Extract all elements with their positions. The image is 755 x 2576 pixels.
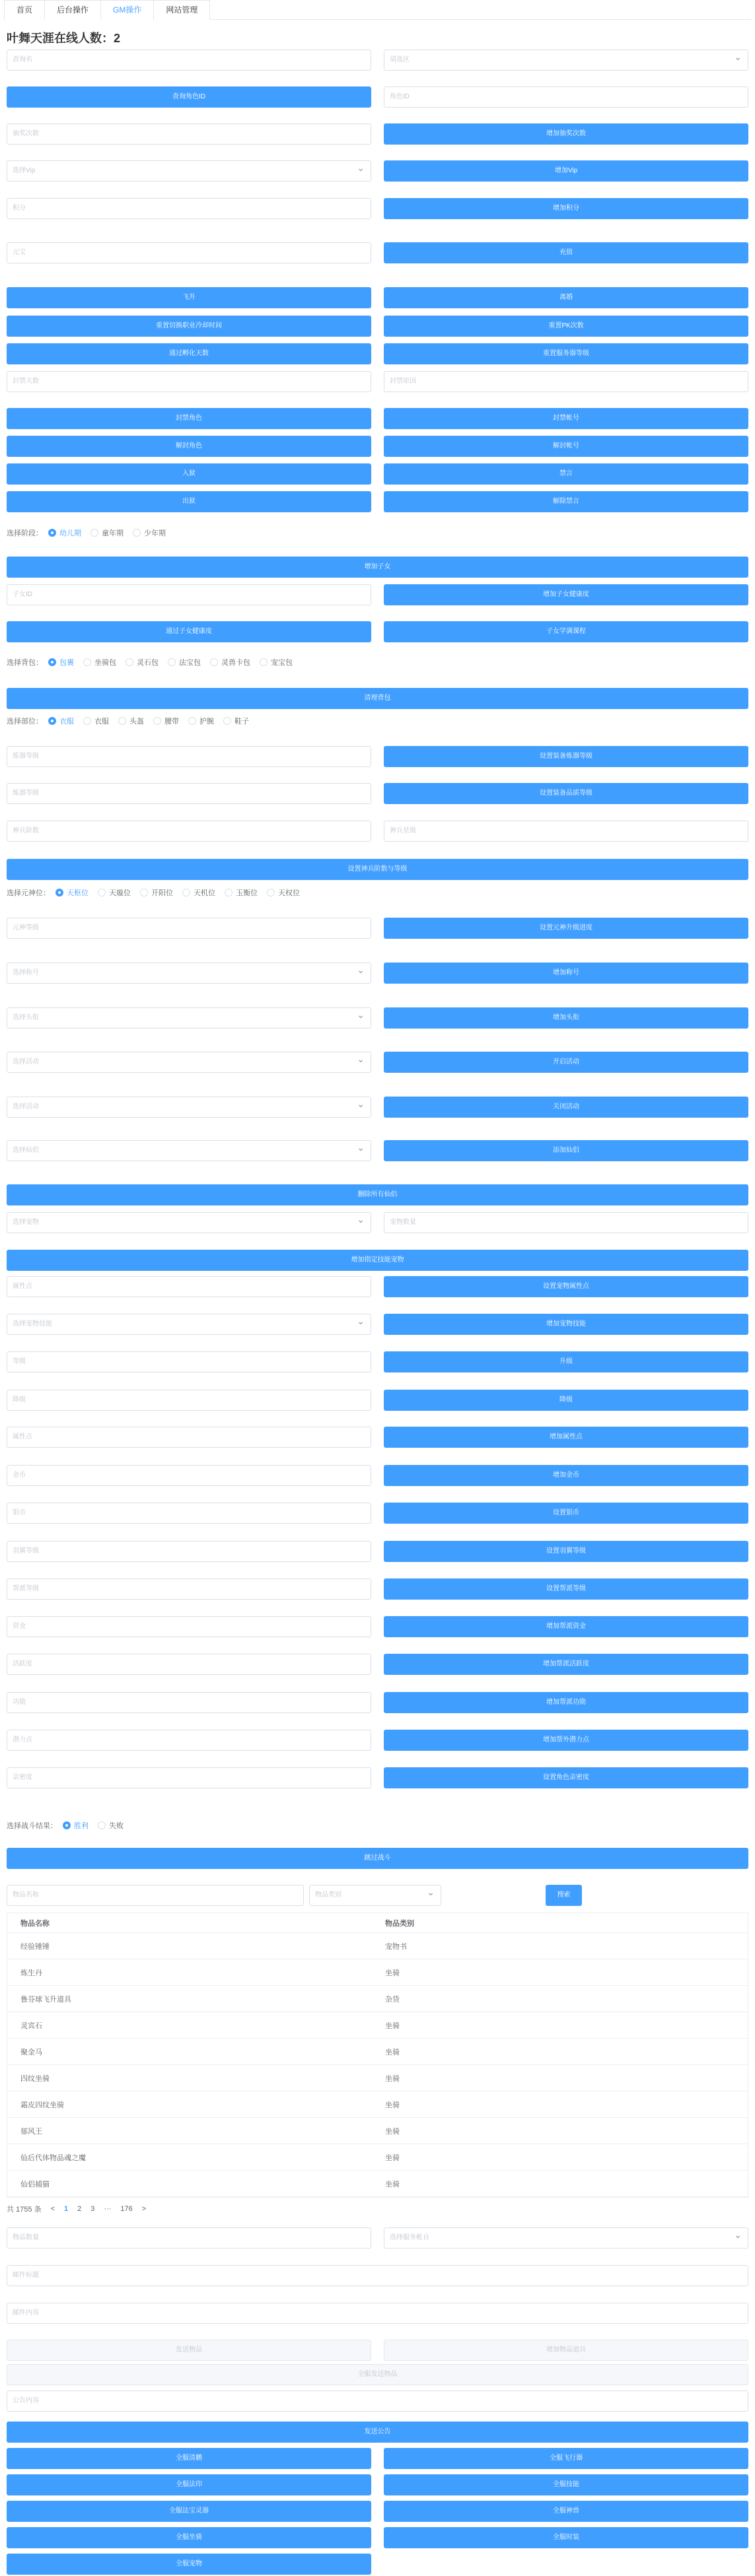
action-button[interactable]: 通过孵化天数: [7, 343, 371, 364]
cell-item-name: 经验锤锤: [20, 1942, 50, 1951]
input-field[interactable]: 降级: [7, 1390, 371, 1411]
table-row[interactable]: [7, 1959, 748, 1986]
page-3[interactable]: 3: [90, 2205, 95, 2213]
radio-option-label: 开阳位: [151, 889, 173, 897]
radio-circle-icon: [126, 658, 133, 666]
radio-option[interactable]: [48, 657, 74, 667]
select-field[interactable]: 请选区 ⌄: [384, 50, 748, 71]
radio-option-label: 少年期: [144, 529, 166, 537]
radio-circle-icon: [48, 529, 56, 537]
action-button[interactable]: 全服法宝灵器: [7, 2501, 371, 2522]
radio-option-label: 腰带: [164, 718, 179, 726]
radio-option-label: 宠宝包: [271, 659, 293, 667]
pagination: [7, 2202, 155, 2216]
table-row[interactable]: [7, 1933, 748, 1959]
action-button[interactable]: 全服坐骑: [7, 2527, 371, 2548]
action-button[interactable]: 充值: [384, 242, 748, 263]
total-count: 共 1755 条: [7, 2206, 42, 2214]
cell-item-type: 坐骑: [385, 2048, 400, 2056]
action-button[interactable]: 查询角色ID: [7, 86, 371, 108]
radio-circle-icon: [63, 1821, 71, 1829]
radio-option[interactable]: [63, 1820, 89, 1831]
action-button[interactable]: 重置PK次数: [384, 316, 748, 337]
radio-option-label: 坐骑包: [94, 659, 116, 667]
action-button[interactable]: 增加金币: [384, 1465, 748, 1486]
page-1[interactable]: 1: [64, 2205, 69, 2213]
table-header: [7, 1913, 748, 1933]
action-button[interactable]: 解封角色: [7, 436, 371, 457]
action-button[interactable]: 设置角色亲密度: [384, 1767, 748, 1788]
radio-option[interactable]: [83, 657, 116, 667]
cell-item-name: 仙侣捕猫: [20, 2180, 50, 2188]
action-button[interactable]: 增加抽奖次数: [384, 123, 748, 145]
radio-option-label: 幼儿期: [59, 529, 81, 537]
cell-item-name: 仙后代体物品魂之魔: [20, 2153, 86, 2162]
radio-group: [7, 526, 175, 539]
cell-item-name: 四纹坐骑: [20, 2074, 50, 2083]
select-field[interactable]: 选择服务帐自 ⌄: [384, 2227, 748, 2249]
radio-circle-icon: [55, 889, 63, 897]
action-button[interactable]: 增加称号: [384, 963, 748, 984]
input-field[interactable]: 羽翼等级: [7, 1541, 371, 1562]
input-field[interactable]: 神兵星级: [384, 821, 748, 842]
action-button[interactable]: 解封帐号: [384, 436, 748, 457]
radio-option[interactable]: [260, 657, 293, 667]
input-field[interactable]: 物品数量: [7, 2227, 371, 2249]
action-button[interactable]: 重置服务器等级: [384, 343, 748, 364]
cell-item-type: 坐骑: [385, 2180, 400, 2188]
page-title: 叶舞天涯在线人数：2: [7, 32, 121, 45]
action-button[interactable]: 发送公告: [7, 2422, 748, 2443]
col-item-name: 物品名称: [20, 1919, 50, 1928]
radio-circle-icon: [225, 889, 233, 897]
cell-item-type: 坐骑: [385, 2153, 400, 2162]
input-field[interactable]: 封禁原因: [384, 371, 748, 392]
input-field[interactable]: 积分: [7, 198, 371, 219]
action-button[interactable]: 跳过战斗: [7, 1848, 748, 1869]
input-field[interactable]: 炼器等级: [7, 746, 371, 767]
cell-item-name: 聚金马: [20, 2048, 42, 2056]
top-tabs: [4, 0, 751, 20]
radio-circle-icon: [267, 889, 275, 897]
action-button[interactable]: 封禁帐号: [384, 408, 748, 429]
select-field[interactable]: 选择称号 ⌄: [7, 963, 371, 984]
table-row[interactable]: [7, 2171, 748, 2197]
input-field[interactable]: 炼器等级: [7, 783, 371, 804]
radio-option[interactable]: [90, 527, 124, 538]
radio-circle-icon: [182, 889, 190, 897]
action-button[interactable]: 禁言: [384, 463, 748, 485]
radio-group: [7, 1819, 133, 1832]
input-field[interactable]: 潜力点: [7, 1730, 371, 1751]
action-button[interactable]: 飞升: [7, 287, 371, 308]
radio-circle-icon: [118, 717, 126, 725]
action-button[interactable]: 增加帮派资金: [384, 1616, 748, 1637]
radio-option-label: 法宝包: [179, 659, 201, 667]
radio-option-label: 天枢位: [67, 889, 89, 897]
cell-item-type: 坐骑: [385, 2101, 400, 2109]
input-field[interactable]: 角色ID: [384, 86, 748, 108]
radio-option-label: 鞋子: [234, 718, 249, 726]
input-field[interactable]: 宠物数量: [384, 1212, 748, 1233]
disabled-button[interactable]: 增加物品道具: [384, 2340, 748, 2361]
action-button[interactable]: 增加子女: [7, 557, 748, 578]
action-button[interactable]: 出狱: [7, 491, 371, 512]
page-2[interactable]: 2: [77, 2205, 82, 2213]
radio-circle-icon: [48, 658, 56, 666]
radio-circle-icon: [223, 717, 231, 725]
input-field[interactable]: 亲密度: [7, 1767, 371, 1788]
tab-2[interactable]: GM操作: [100, 0, 154, 20]
cell-item-name: 炼生丹: [20, 1969, 42, 1977]
radio-option[interactable]: [48, 527, 81, 538]
col-item-type: 物品类别: [385, 1919, 414, 1928]
radio-group-label: 选择部位：: [7, 718, 43, 726]
input-field[interactable]: 元宝: [7, 242, 371, 263]
radio-group: [7, 656, 302, 669]
input-field[interactable]: 元神等级: [7, 918, 371, 939]
input-field[interactable]: 活跃度: [7, 1654, 371, 1675]
cell-item-name: 灵宾石: [20, 2021, 42, 2030]
radio-option[interactable]: [182, 887, 215, 898]
input-field[interactable]: 帮派等级: [7, 1578, 371, 1600]
action-button[interactable]: 添加仙侣: [384, 1140, 748, 1161]
cell-item-type: 坐骑: [385, 1969, 400, 1977]
action-button[interactable]: 增加头衔: [384, 1007, 748, 1029]
radio-group-label: 选择战斗结果：: [7, 1822, 57, 1830]
next-page-button[interactable]: >: [141, 2205, 147, 2213]
radio-option[interactable]: [48, 716, 74, 726]
page-176[interactable]: 176: [120, 2205, 133, 2213]
radio-circle-icon: [48, 717, 56, 725]
radio-circle-icon: [133, 529, 141, 537]
input-field[interactable]: 等级: [7, 1351, 371, 1373]
action-button[interactable]: 设置神兵阶数与等级: [7, 859, 748, 880]
select-field[interactable]: 选择活动 ⌄: [7, 1052, 371, 1073]
input-field[interactable]: 神兵阶数: [7, 821, 371, 842]
select-field[interactable]: 选择活动 ⌄: [7, 1097, 371, 1118]
input-field[interactable]: 资金: [7, 1616, 371, 1637]
radio-option[interactable]: [118, 716, 144, 726]
input-field[interactable]: 属性点: [7, 1427, 371, 1448]
select-field[interactable]: 选择宠物技能 ⌄: [7, 1314, 371, 1335]
tab-1[interactable]: 后台操作: [44, 0, 101, 20]
input-field[interactable]: 封禁天数: [7, 371, 371, 392]
radio-circle-icon: [260, 658, 268, 666]
prev-page-button[interactable]: <: [50, 2205, 55, 2213]
table-row[interactable]: [7, 2012, 748, 2039]
action-button[interactable]: 增加指定技能宠物: [7, 1250, 748, 1271]
action-button[interactable]: 升级: [384, 1351, 748, 1373]
radio-option-label: 衣服: [94, 718, 109, 726]
radio-option-label: 天权位: [278, 889, 300, 897]
action-button[interactable]: 增加子女健康度: [384, 584, 748, 605]
radio-option-label: 衣服: [59, 718, 74, 726]
action-button[interactable]: 设置帮派等级: [384, 1578, 748, 1600]
action-button[interactable]: 删除所有仙侣: [7, 1184, 748, 1205]
radio-circle-icon: [210, 658, 218, 666]
radio-circle-icon: [90, 529, 98, 537]
tab-3[interactable]: 网站管理: [153, 0, 210, 20]
action-button[interactable]: 设置羽翼等级: [384, 1541, 748, 1562]
action-button[interactable]: 离婚: [384, 287, 748, 308]
radio-option-label: 灵兽卡包: [221, 659, 250, 667]
radio-group-label: 选择阶段：: [7, 529, 43, 537]
action-button[interactable]: 解除禁言: [384, 491, 748, 512]
table-row[interactable]: [7, 2091, 748, 2118]
action-button[interactable]: 子女学满课程: [384, 621, 748, 642]
radio-option-label: 玉衡位: [236, 889, 258, 897]
action-button[interactable]: 全服清鹏: [7, 2448, 371, 2469]
action-button[interactable]: 增加属性点: [384, 1427, 748, 1448]
cell-item-type: 杂货: [385, 1995, 400, 2004]
radio-option-label: 天机位: [194, 889, 215, 897]
input-field[interactable]: 公告内容: [7, 2390, 748, 2412]
cell-item-type: 坐骑: [385, 2074, 400, 2083]
cell-item-name: 郁风王: [20, 2127, 42, 2136]
action-button[interactable]: 入狱: [7, 463, 371, 485]
action-button[interactable]: 关闭活动: [384, 1097, 748, 1118]
radio-option[interactable]: [168, 657, 201, 667]
radio-circle-icon: [83, 658, 91, 666]
radio-circle-icon: [153, 717, 161, 725]
input-field[interactable]: 查询名: [7, 50, 371, 71]
cell-item-type: 坐骑: [385, 2127, 400, 2136]
radio-circle-icon: [98, 1821, 106, 1829]
radio-circle-icon: [140, 889, 148, 897]
input-field[interactable]: 邮件内容: [7, 2303, 748, 2324]
radio-option-label: 灵石包: [137, 659, 159, 667]
cell-item-name: 鲁芬球飞升道具: [20, 1995, 71, 2004]
table-row[interactable]: [7, 2144, 748, 2171]
radio-option-label: 童年期: [102, 529, 124, 537]
radio-option[interactable]: [133, 527, 166, 538]
disabled-button[interactable]: 全服发送物品: [7, 2364, 748, 2385]
input-field[interactable]: 子女ID: [7, 584, 371, 605]
radio-option-label: 包裹: [59, 659, 74, 667]
radio-option-label: 失败: [109, 1822, 124, 1830]
radio-option[interactable]: [98, 887, 131, 898]
input-field[interactable]: 抽奖次数: [7, 123, 371, 145]
table-row[interactable]: [7, 2039, 748, 2065]
radio-option[interactable]: [225, 887, 258, 898]
action-button[interactable]: 增加帮外潜力点: [384, 1730, 748, 1751]
item-table: [7, 1913, 748, 2198]
input-field[interactable]: 功勋: [7, 1692, 371, 1713]
action-button[interactable]: 全服神兽: [384, 2501, 748, 2522]
action-button[interactable]: 设置元神升级进度: [384, 918, 748, 939]
radio-option[interactable]: [140, 887, 173, 898]
table-body: [7, 1933, 748, 2197]
select-field[interactable]: 选择头衔 ⌄: [7, 1007, 371, 1029]
action-button[interactable]: 设置装备炼器等级: [384, 746, 748, 767]
radio-circle-icon: [168, 658, 176, 666]
radio-group: [7, 714, 258, 728]
cell-item-name: 霜皮四纹坐骑: [20, 2101, 64, 2109]
radio-option[interactable]: [83, 716, 109, 726]
table-row[interactable]: [7, 1986, 748, 2012]
action-button[interactable]: 全服飞行器: [384, 2448, 748, 2469]
action-button[interactable]: 增加帮派活跃度: [384, 1654, 748, 1675]
action-button[interactable]: 增加帮派功勋: [384, 1692, 748, 1713]
radio-group: [7, 886, 309, 899]
action-button[interactable]: 全服宠物: [7, 2554, 371, 2575]
radio-circle-icon: [188, 717, 196, 725]
input-field[interactable]: 银币: [7, 1503, 371, 1524]
radio-option[interactable]: [126, 657, 159, 667]
radio-option[interactable]: [55, 887, 89, 898]
action-button[interactable]: 通过子女健康度: [7, 621, 371, 642]
action-button[interactable]: 增加积分: [384, 198, 748, 219]
radio-circle-icon: [83, 717, 91, 725]
action-button[interactable]: 增加宠物技能: [384, 1314, 748, 1335]
table-row[interactable]: [7, 2118, 748, 2144]
action-button[interactable]: 封禁角色: [7, 408, 371, 429]
radio-group-label: 选择元神位：: [7, 889, 50, 897]
select-field[interactable]: 选择Vip ⌄: [7, 160, 371, 182]
input-field[interactable]: 属性点: [7, 1276, 371, 1297]
page-ellipsis[interactable]: ···: [104, 2205, 112, 2213]
action-button[interactable]: 降级: [384, 1390, 748, 1411]
action-button[interactable]: 全服法印: [7, 2474, 371, 2495]
select-field[interactable]: 选择仙侣 ⌄: [7, 1140, 371, 1161]
radio-option-label: 护腕: [199, 718, 214, 726]
table-row[interactable]: [7, 2065, 748, 2091]
radio-circle-icon: [98, 889, 106, 897]
action-button[interactable]: 全服时装: [384, 2527, 748, 2548]
radio-option[interactable]: [210, 657, 250, 667]
action-button[interactable]: 全服技能: [384, 2474, 748, 2495]
radio-option[interactable]: [153, 716, 179, 726]
action-button[interactable]: 设置银币: [384, 1503, 748, 1524]
cell-item-type: 宠物书: [385, 1942, 407, 1951]
select-field[interactable]: 选择宠物 ⌄: [7, 1212, 371, 1233]
disabled-button[interactable]: 发送物品: [7, 2340, 371, 2361]
radio-option-label: 胜利: [74, 1822, 89, 1830]
cell-item-type: 坐骑: [385, 2021, 400, 2030]
item-name-input[interactable]: 物品名称: [7, 1885, 304, 1906]
action-button[interactable]: 清理背包: [7, 688, 748, 709]
input-field[interactable]: 金币: [7, 1465, 371, 1486]
action-button[interactable]: 开启活动: [384, 1052, 748, 1073]
action-button[interactable]: 设置装备品质等级: [384, 783, 748, 804]
radio-option-label: 头盔: [129, 718, 144, 726]
tab-0[interactable]: 首页: [4, 0, 45, 20]
search-button[interactable]: 搜索: [546, 1885, 582, 1906]
action-button[interactable]: 增加Vip: [384, 160, 748, 182]
input-field[interactable]: 邮件标题: [7, 2265, 748, 2286]
radio-option[interactable]: [98, 1820, 124, 1831]
radio-option[interactable]: [267, 887, 300, 898]
item-type-select[interactable]: 物品类别 ⌄: [309, 1885, 441, 1906]
radio-option[interactable]: [223, 716, 249, 726]
radio-group-label: 选择背包：: [7, 659, 43, 667]
action-button[interactable]: 重置切换职业冷却时间: [7, 316, 371, 337]
radio-option-label: 天璇位: [109, 889, 131, 897]
action-button[interactable]: 设置宠物属性点: [384, 1276, 748, 1297]
radio-option[interactable]: [188, 716, 214, 726]
